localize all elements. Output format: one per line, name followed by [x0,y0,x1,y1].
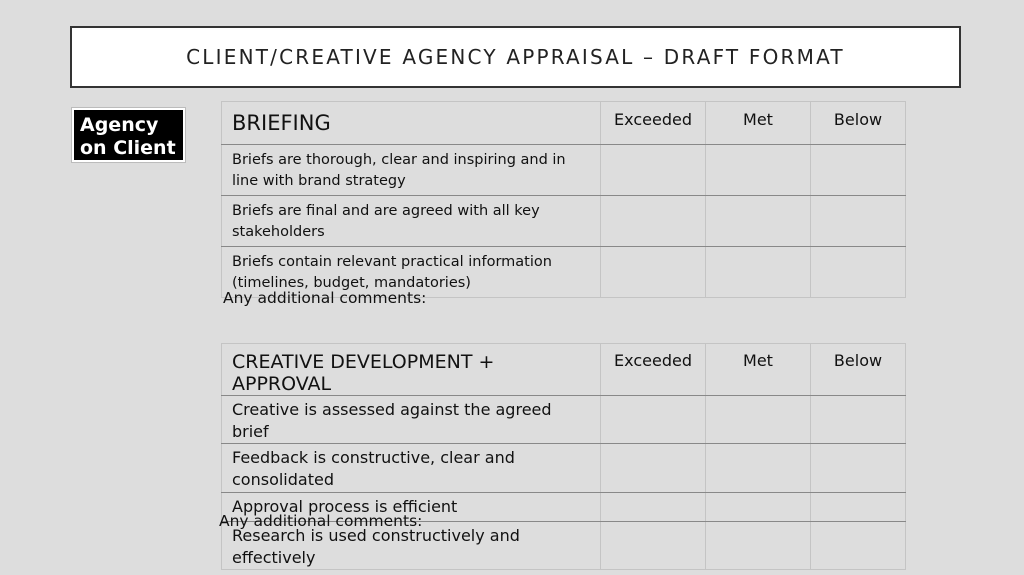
rating-cell-met[interactable] [706,444,811,493]
creative-development-table [221,343,906,570]
column-header-below: Below [811,344,906,396]
rating-cell-below[interactable] [811,522,906,570]
rating-cell-below[interactable] [811,196,906,247]
rating-cell-met[interactable] [706,196,811,247]
rating-cell-exceeded[interactable] [601,247,706,298]
criterion-text: Research is used constructively and effectively [222,522,601,570]
rating-cell-exceeded[interactable] [601,444,706,493]
page-title: CLIENT/CREATIVE AGENCY APPRAISAL – DRAFT FORMAT [186,45,845,69]
criterion-text: Approval process is efficient [222,493,601,522]
section-heading-creative-development: CREATIVE DEVELOPMENT + APPROVAL [222,344,601,396]
criterion-text: Creative is assessed against the agreed brief [222,396,601,444]
rating-cell-exceeded[interactable] [601,196,706,247]
comments-label-briefing: Any additional comments: [223,289,427,307]
rating-cell-met[interactable] [706,145,811,196]
rating-cell-met[interactable] [706,522,811,570]
rating-cell-met[interactable] [706,493,811,522]
rating-cell-exceeded[interactable] [601,522,706,570]
rating-cell-exceeded[interactable] [601,145,706,196]
criterion-text: Feedback is constructive, clear and consolidated [222,444,601,493]
criterion-text: Briefs are final and are agreed with all key stakeholders [222,196,601,247]
agency-on-client-badge: Agency on Client [72,108,185,162]
rating-cell-exceeded[interactable] [601,396,706,444]
column-header-met: Met [706,102,811,145]
criterion-text: Briefs contain relevant practical information (timelines, budget, mandatories) [222,247,601,298]
rating-cell-met[interactable] [706,247,811,298]
column-header-exceeded: Exceeded [601,102,706,145]
rating-cell-below[interactable] [811,145,906,196]
rating-cell-below[interactable] [811,444,906,493]
rating-cell-met[interactable] [706,396,811,444]
rating-cell-exceeded[interactable] [601,493,706,522]
comments-label-creative-development: Any additional comments: [219,512,423,530]
column-header-met: Met [706,344,811,396]
section-heading-briefing: BRIEFING [222,102,601,145]
column-header-exceeded: Exceeded [601,344,706,396]
column-header-below: Below [811,102,906,145]
title-box [70,26,961,88]
criterion-text: Briefs are thorough, clear and inspiring and in line with brand strategy [222,145,601,196]
rating-cell-below[interactable] [811,396,906,444]
briefing-table [221,101,906,298]
rating-cell-below[interactable] [811,247,906,298]
rating-cell-below[interactable] [811,493,906,522]
